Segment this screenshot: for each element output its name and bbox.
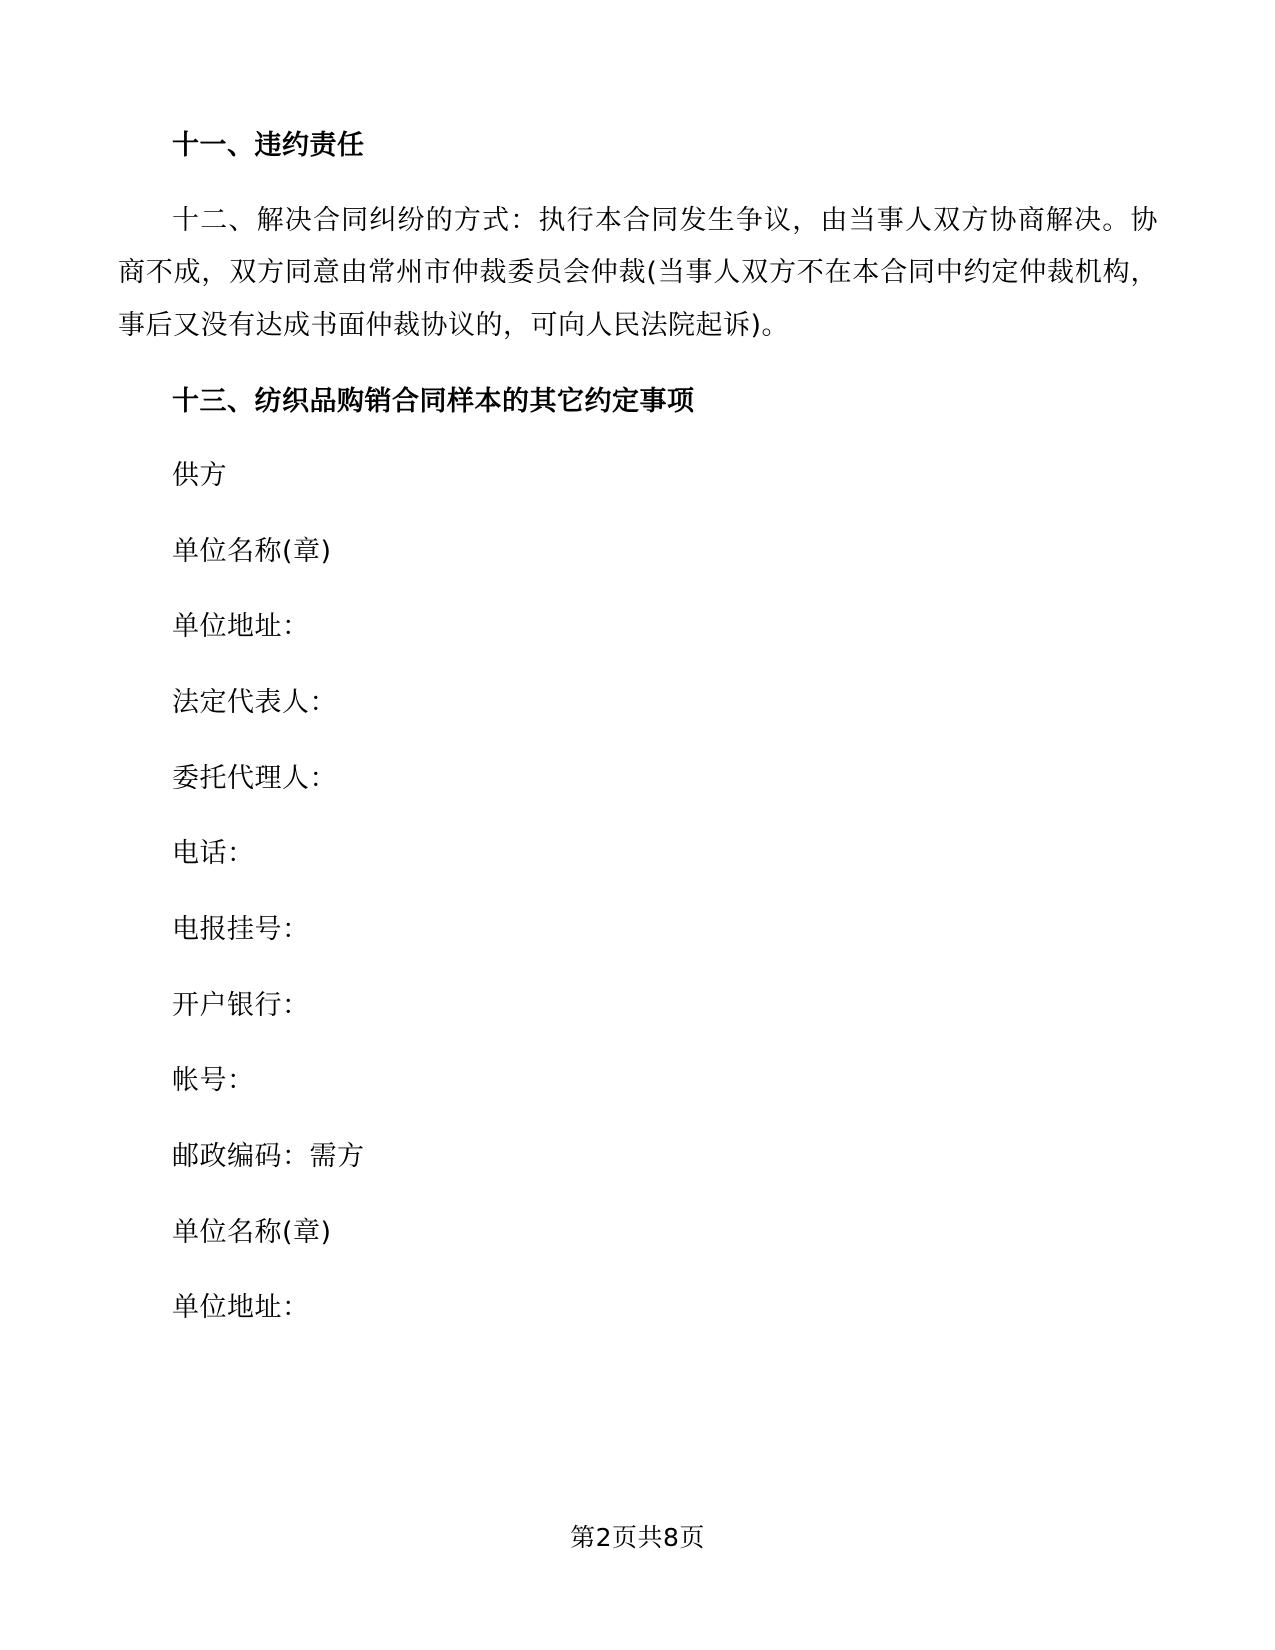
- field-supplier-unit-name: 单位名称(章): [172, 535, 332, 567]
- field-supplier-legal-representative: 法定代表人：: [172, 687, 337, 719]
- field-buyer-unit-name: 单位名称(章): [172, 1216, 332, 1248]
- page-footer: 第2页共8页: [570, 1523, 705, 1552]
- section-heading-eleven: 十一、违约责任: [172, 130, 365, 161]
- section-paragraph-twelve: 十二、解决合同纠纷的方式：执行本合同发生争议，由当事人双方协商解决。协商不成，双方同意由常州市仲裁委员会仲裁(当事人双方不在本合同中约定仲裁机构，事后又没有达成书面仲裁协议的，可向人民法院起诉)。: [118, 204, 1158, 341]
- field-supplier-account-number: 帐号：: [172, 1065, 255, 1097]
- field-supplier-phone: 电话：: [172, 838, 255, 870]
- field-supplier-authorized-agent: 委托代理人：: [172, 762, 337, 794]
- field-supplier-postal-code-and-buyer: 邮政编码：需方: [172, 1140, 365, 1172]
- field-supplier-unit-address: 单位地址：: [172, 611, 310, 643]
- section-heading-thirteen: 十三、纺织品购销合同样本的其它约定事项: [172, 385, 695, 417]
- field-supplier-label: 供方: [172, 460, 227, 492]
- document-body: [118, 120, 1158, 1358]
- field-buyer-unit-address: 单位地址：: [172, 1292, 310, 1324]
- field-supplier-bank: 开户银行：: [172, 989, 310, 1021]
- field-supplier-telegram-number: 电报挂号：: [172, 914, 310, 946]
